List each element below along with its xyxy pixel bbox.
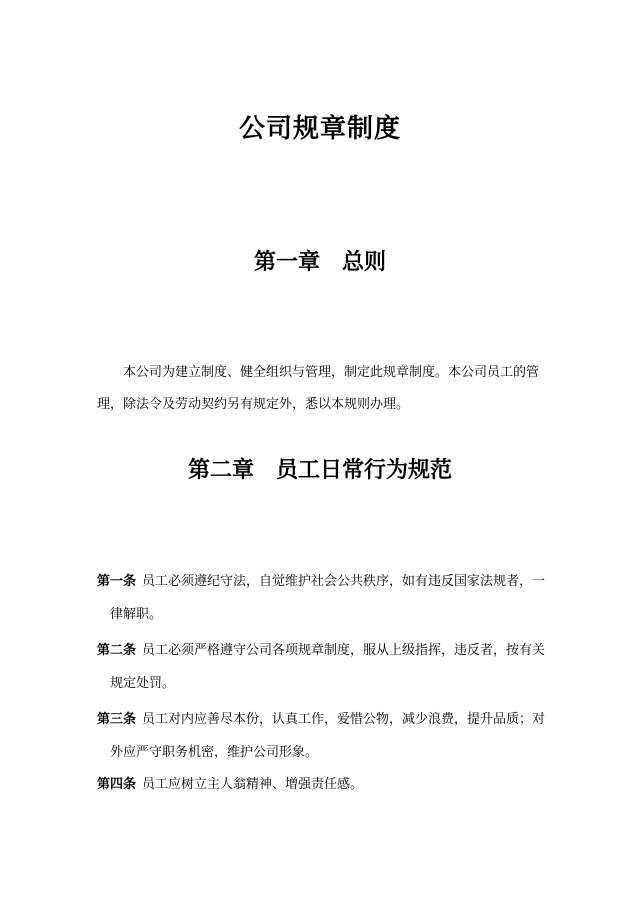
article-2-number: 第二条 bbox=[97, 643, 137, 658]
article-3-number: 第三条 bbox=[97, 712, 137, 727]
article-1-text: 员工必须遵纪守法，自觉维护社会公共秩序，如有违反国家法规者，一 bbox=[142, 574, 546, 589]
article-1 bbox=[97, 565, 547, 631]
article-2-line-2: 规定处罚。 bbox=[110, 676, 176, 691]
chapter-2-heading: 第二章 员工日常行为规范 bbox=[187, 458, 452, 483]
article-3-text: 员工对内应善尽本份，认真工作，爱惜公物，减少浪费，提升品质；对 bbox=[142, 712, 546, 727]
article-1-number: 第一条 bbox=[97, 574, 137, 589]
document-title: 公司规章制度 bbox=[238, 114, 401, 144]
article-2 bbox=[97, 634, 547, 700]
article-4 bbox=[97, 768, 547, 801]
article-1-line-1 bbox=[97, 565, 547, 598]
article-4-number: 第四条 bbox=[97, 777, 137, 792]
article-3-line-2: 外应严守职务机密，维护公司形象。 bbox=[110, 745, 319, 760]
article-4-text: 员工应树立主人翁精神、增强责任感。 bbox=[142, 777, 364, 792]
intro-line-1: 本公司为建立制度、健全组织与管理，制定此规章制度。本公司员工的管 bbox=[123, 365, 540, 380]
article-2-line-1 bbox=[97, 634, 547, 667]
chapter-1-heading: 第一章 总则 bbox=[253, 250, 386, 275]
article-3-line-1 bbox=[97, 703, 547, 736]
article-3 bbox=[97, 703, 547, 769]
article-2-text: 员工必须严格遵守公司各项规章制度，服从上级指挥，违反者，按有关 bbox=[142, 643, 546, 658]
intro-line-2: 理，除法令及劳动契约另有规定外，悉以本规则办理。 bbox=[97, 397, 410, 412]
article-4-line-1 bbox=[97, 768, 547, 801]
intro-paragraph bbox=[97, 357, 547, 421]
article-1-line-2: 律解职。 bbox=[110, 607, 163, 622]
